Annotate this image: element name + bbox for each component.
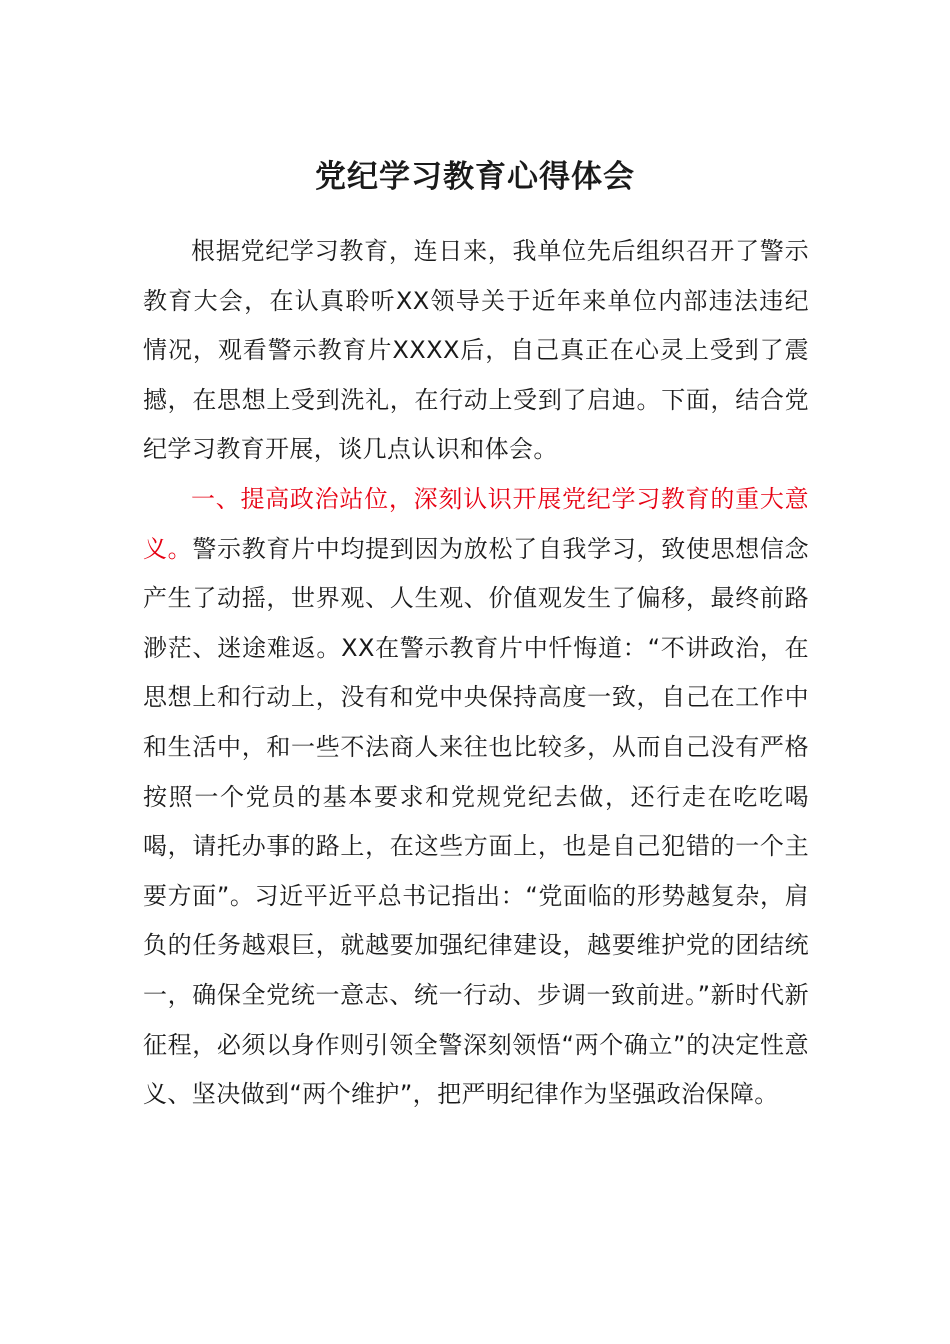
paragraph-section-1-text: 警示教育片中均提到因为放松了自我学习，致使思想信念产生了动摇，世界观、人生观、价值观发生了偏移，最终前路渺茫、迷途难返。XX在警示教育片中忏悔道：“不讲政治，在思想上和行动上，没有和党中央保持高度一致，自己在工作中和生活中，和一些不法商人来往也比较多，从而自己没有严格按照一个党员的基本要求和党规党纪去做，还行走在吃吃喝喝，请托办事的路上，在这些方面上，也是自己犯错的一个主要方面”。习近平近平总书记指出：“党面临的形势越复杂，肩负的任务越艰巨，就越要加强纪律建设，越要维护党的团结统一，确保全党统一意志、统一行动、步调一致前进。”新时代新征程，必须以身作则引领全警深刻领悟“两个确立”的决定性意义、坚决做到“两个维护”，把严明纪律作为坚强政治保障。	[143, 534, 809, 1109]
document-body	[143, 227, 809, 1120]
document-title: 党纪学习教育心得体会	[315, 159, 635, 195]
paragraph-intro-text: 根据党纪学习教育，连日来，我单位先后组织召开了警示教育大会，在认真聆听XX领导关于近年来单位内部违法违纪情况，观看警示教育片XXXX后，自己真正在心灵上受到了震撼，在思想上受到洗礼，在行动上受到了启迪。下面，结合党纪学习教育开展，谈几点认识和体会。	[143, 237, 809, 464]
paragraph-section-1	[143, 475, 809, 1120]
section-heading: 一、提高政治站位，深刻认识开展党纪学习教育的重大意义。	[143, 484, 809, 563]
paragraph-intro	[143, 227, 809, 475]
